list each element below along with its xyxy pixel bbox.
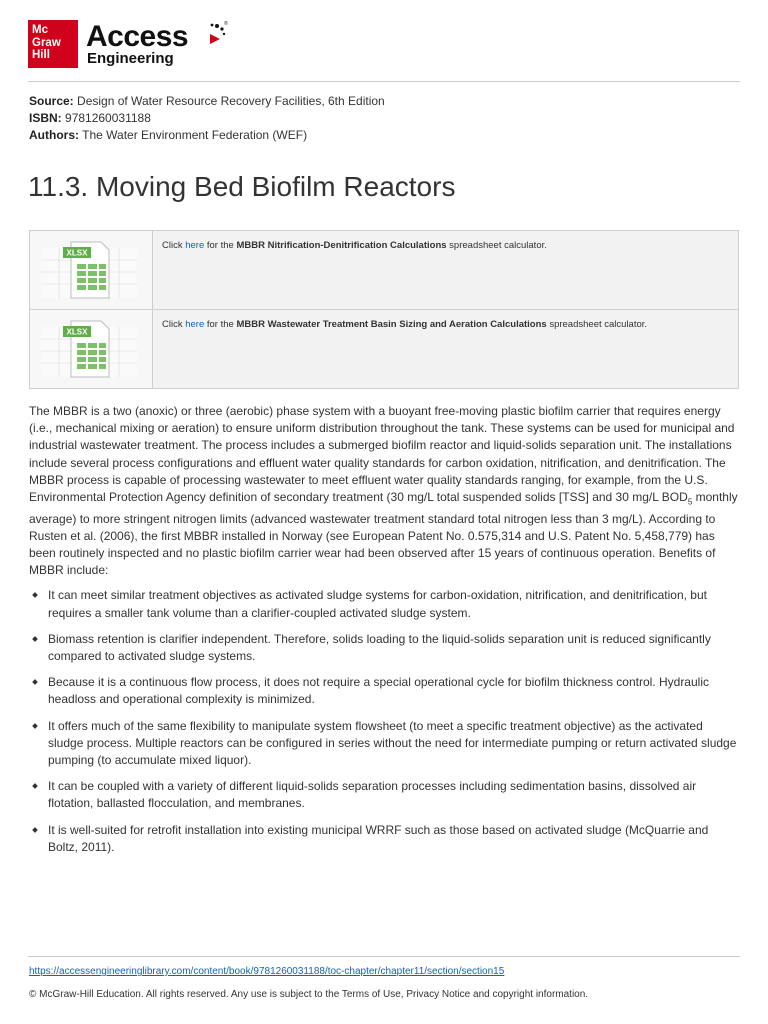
list-item-text: It can meet similar treatment objectives as activated sludge systems for carbon-oxidation, nitrification, and denitrification, but requires a smaller tank volume than a clarifier-coupled activated sludge system. (48, 588, 707, 620)
logo-line: Graw (32, 36, 61, 49)
footer-divider (28, 956, 740, 957)
authors-value: The Water Environment Federation (WEF) (82, 128, 308, 142)
xlsx-file-icon (41, 317, 137, 381)
list-item (29, 674, 741, 708)
bullet-diamond-icon (32, 636, 38, 642)
logo-access-text: Access (86, 20, 189, 53)
for-text: for the (204, 240, 237, 251)
logo-engineering-text: Engineering (87, 50, 174, 67)
mcgraw-hill-logo[interactable] (28, 20, 78, 68)
for-text: for the (204, 319, 237, 330)
xlsx-file-icon (41, 238, 137, 302)
suffix-text: spreadsheet calculator. (546, 319, 648, 330)
citation-meta (29, 93, 385, 144)
list-item (29, 718, 741, 770)
copyright-notice: © McGraw-Hill Education. All rights reserved. Any use is subject to the Terms of Use, Privacy Notice and copyright information. (29, 989, 589, 1000)
xlsx-badge-text: XLSX (66, 327, 88, 337)
intro-text-b: monthly average) to more stringent nitrogen limits (advanced wastewater treatment standard total nitrogen less than 3 mg/L). According to Rusten et al. (2006), the first MBBR installed in Norway (see European Patent No. 0.575,314 and U.S. Patent No. 5,458,779) has been routinely inspected and no plastic biofilm carrier wear had been observed after 15 years of continuous operation. Benefits of MBBR include: (29, 490, 738, 578)
intro-paragraph (29, 403, 741, 579)
list-item-text: Because it is a continuous flow process, it does not require a special operational cycle for biofilm thickness control. Hydraulic headloss and operational complexity is minimized. (48, 675, 709, 707)
attachment-description (153, 231, 739, 310)
attachment-description (153, 310, 739, 389)
source-line (29, 93, 385, 110)
attachments-table (29, 230, 739, 389)
bullet-diamond-icon (32, 783, 38, 789)
list-item (29, 631, 741, 665)
attachment-row (30, 310, 739, 389)
list-item-text: It offers much of the same flexibility to manipulate system flowsheet (to meet a specific treatment objective) as the activated sludge process. Multiple reactors can be configured in series without the need for intermediate pumping or return activated sludge pumping (to accumulate mixed liquor). (48, 718, 737, 768)
bullet-diamond-icon (32, 679, 38, 685)
attachment-row (30, 231, 739, 310)
source-label: Source: (29, 94, 74, 108)
bullet-diamond-icon (32, 593, 38, 599)
access-engineering-logo[interactable] (86, 22, 188, 67)
isbn-line (29, 110, 385, 127)
list-item (29, 587, 741, 621)
logo-line: Hill (32, 49, 50, 61)
source-value: Design of Water Resource Recovery Facilities, 6th Edition (77, 94, 385, 108)
list-item (29, 822, 741, 856)
click-text: Click (162, 240, 186, 251)
list-item (29, 778, 741, 812)
site-header (28, 18, 740, 82)
list-item-text: Biomass retention is clarifier independent. Therefore, solids loading to the liquid-solids separation unit is reduced significantly compared to activated sludge systems. (48, 631, 711, 664)
logo-line: Mc (32, 24, 48, 36)
section-body (29, 403, 741, 865)
gear-arrow-icon (198, 20, 228, 50)
list-item-text: It can be coupled with a variety of different liquid-solids separation processes including sedimentation basins, dissolved air flotation, ballasted flocculation, and membranes. (48, 779, 697, 811)
page-url-link[interactable]: https://accessengineeringlibrary.com/content/book/9781260031188/toc-chapter/chapter11/section/section15 (29, 966, 505, 977)
page-title: 11.3. Moving Bed Biofilm Reactors (28, 171, 456, 202)
bullet-diamond-icon (32, 723, 38, 729)
authors-line (29, 127, 385, 144)
header-divider (28, 81, 740, 82)
subscript: 5 (687, 497, 693, 507)
intro-text-a: The MBBR is a two (anoxic) or three (aerobic) phase system with a buoyant free-moving plastic biofilm carrier that requires energy (i.e., mechanical mixing or aeration) to ensure uniform distribution throughout the tank. These systems can be used for municipal and industrial wastewater treatment. The process includes a submerged biofilm reactor and liquid-solids separation unit. The installations include several process configurations and effluent water quality standards for carbon oxidation, nitrification, and denitrification. The MBBR process is capable of processing wastewater to meet effluent water quality standards ranging, for example, from the U.S. Environmental Protection Agency definition of secondary treatment (30 mg/L total suspended solids [TSS] and 30 mg/L BOD (29, 404, 735, 505)
attachment-name: MBBR Wastewater Treatment Basin Sizing and Aeration Calculations (236, 319, 547, 330)
attachment-link[interactable]: here (185, 240, 205, 251)
attachment-thumbnail[interactable] (30, 310, 153, 389)
isbn-value: 9781260031188 (65, 111, 151, 125)
authors-label: Authors: (29, 128, 79, 142)
attachment-thumbnail[interactable] (30, 231, 153, 310)
list-item-text: It is well-suited for retrofit installation into existing municipal WRRF such as those based on activated sludge (McQuarrie and Boltz, 2011). (48, 822, 709, 854)
suffix-text: spreadsheet calculator. (446, 240, 547, 251)
attachment-link[interactable]: here (185, 319, 205, 330)
bullet-diamond-icon (32, 827, 38, 833)
svg-text:®: ® (224, 21, 228, 27)
benefits-list (29, 587, 741, 856)
attachment-name: MBBR Nitrification-Denitrification Calculations (236, 240, 447, 251)
xlsx-badge-text: XLSX (66, 248, 88, 258)
click-text: Click (162, 319, 186, 330)
isbn-label: ISBN: (29, 111, 62, 125)
